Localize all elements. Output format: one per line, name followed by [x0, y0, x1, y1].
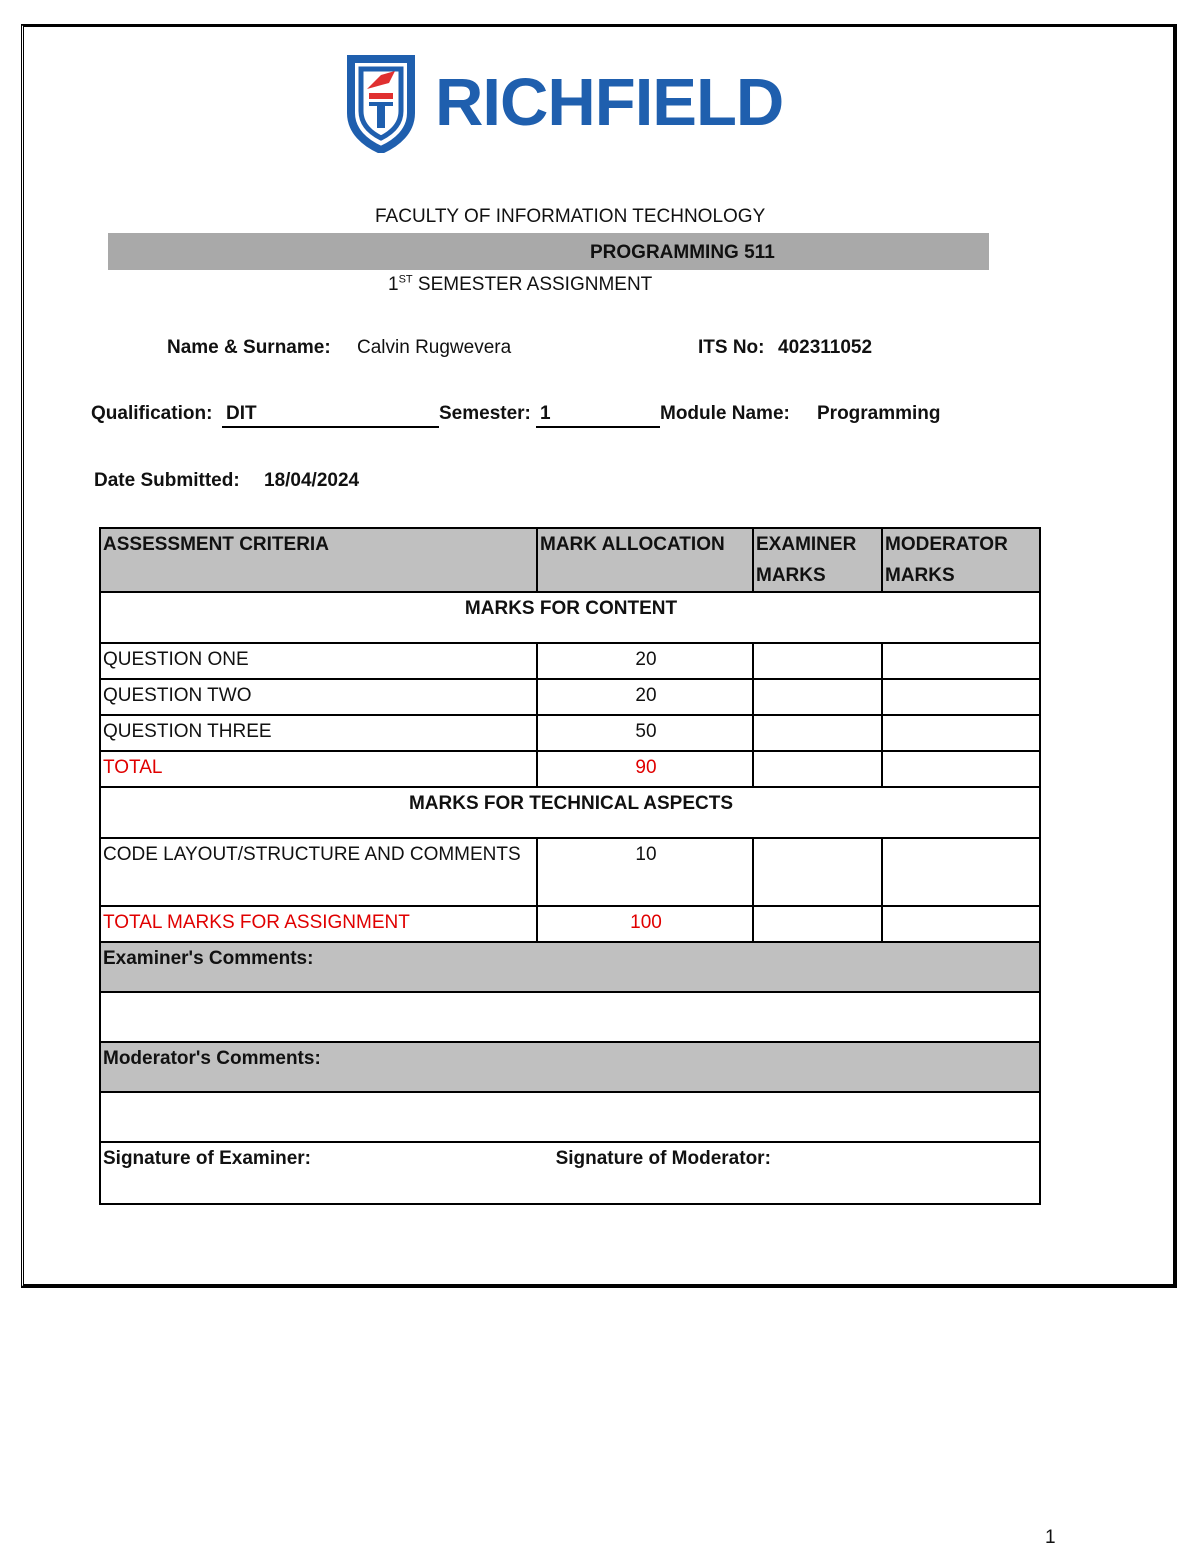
moderator-mark-cell[interactable]	[882, 643, 1040, 679]
marks-cell: 10	[537, 838, 753, 906]
module-name-value: Programming	[817, 403, 941, 424]
date-value: 18/04/2024	[264, 470, 360, 491]
page-number: 1	[1045, 1527, 1056, 1548]
header-moderator-marks: MODERATOR MARKS	[882, 528, 1040, 592]
signature-moderator-label: Signature of Moderator:	[555, 1148, 771, 1169]
table-row	[100, 679, 1040, 715]
marks-cell: 50	[537, 715, 753, 751]
moderator-mark-cell[interactable]	[882, 906, 1040, 942]
examiner-mark-cell[interactable]	[753, 838, 882, 906]
logo-wordmark: RICHFIELD	[435, 65, 784, 140]
examiner-mark-cell[interactable]	[753, 906, 882, 942]
richfield-logo	[345, 55, 815, 155]
moderator-comments-row	[100, 1092, 1040, 1142]
examiner-comments-header	[100, 942, 1040, 992]
header-criteria: ASSESSMENT CRITERIA	[100, 528, 537, 592]
section-row	[100, 787, 1040, 838]
grand-total-label: TOTAL MARKS FOR ASSIGNMENT	[100, 906, 537, 942]
module-band-label: PROGRAMMING 511	[590, 242, 775, 263]
examiner-mark-cell[interactable]	[753, 715, 882, 751]
signature-cell	[100, 1142, 1040, 1204]
grand-total-row	[100, 906, 1040, 942]
semester-label: Semester:	[439, 403, 531, 424]
table-row	[100, 715, 1040, 751]
marks-cell: 20	[537, 679, 753, 715]
section-row	[100, 592, 1040, 643]
semester-value: 1	[536, 402, 660, 428]
signature-examiner-label: Signature of Examiner:	[103, 1148, 311, 1169]
criteria-cell: QUESTION TWO	[100, 679, 537, 715]
moderator-comments-field[interactable]	[100, 1092, 1040, 1142]
its-label: ITS No:	[698, 337, 765, 358]
table-row	[100, 643, 1040, 679]
grand-total-marks: 100	[537, 906, 753, 942]
header-examiner-marks: EXAMINER MARKS	[753, 528, 882, 592]
total-marks: 90	[537, 751, 753, 787]
moderator-mark-cell[interactable]	[882, 838, 1040, 906]
moderator-comments-header	[100, 1042, 1040, 1092]
moderator-mark-cell[interactable]	[882, 751, 1040, 787]
assessment-table	[99, 527, 1041, 1205]
section-content-title: MARKS FOR CONTENT	[100, 592, 1040, 643]
examiner-mark-cell[interactable]	[753, 751, 882, 787]
module-name-label: Module Name:	[660, 403, 790, 424]
name-label: Name & Surname:	[167, 337, 331, 358]
faculty-title: FACULTY OF INFORMATION TECHNOLOGY	[375, 206, 766, 227]
assignment-number: 1	[388, 274, 399, 295]
examiner-comments-label: Examiner's Comments:	[100, 942, 1040, 992]
module-band	[108, 233, 989, 270]
moderator-mark-cell[interactable]	[882, 715, 1040, 751]
criteria-cell: QUESTION THREE	[100, 715, 537, 751]
qualification-label: Qualification:	[91, 403, 213, 424]
total-label: TOTAL	[100, 751, 537, 787]
assignment-title-rest: SEMESTER ASSIGNMENT	[412, 274, 653, 295]
moderator-mark-cell[interactable]	[882, 679, 1040, 715]
examiner-comments-row	[100, 992, 1040, 1042]
examiner-mark-cell[interactable]	[753, 679, 882, 715]
date-label: Date Submitted:	[94, 470, 240, 491]
assignment-title	[388, 273, 652, 297]
shield-icon	[345, 55, 417, 153]
criteria-cell: CODE LAYOUT/STRUCTURE AND COMMENTS	[100, 838, 537, 906]
name-value: Calvin Rugwevera	[357, 337, 512, 358]
table-row	[100, 838, 1040, 906]
table-header-row	[100, 528, 1040, 592]
moderator-comments-label: Moderator's Comments:	[100, 1042, 1040, 1092]
marks-cell: 20	[537, 643, 753, 679]
total-row	[100, 751, 1040, 787]
signature-row	[100, 1142, 1040, 1204]
qualification-value: DIT	[222, 402, 439, 428]
examiner-mark-cell[interactable]	[753, 643, 882, 679]
criteria-cell: QUESTION ONE	[100, 643, 537, 679]
section-technical-title: MARKS FOR TECHNICAL ASPECTS	[100, 787, 1040, 838]
assignment-ordinal: ST	[398, 273, 413, 286]
its-value: 402311052	[778, 337, 873, 358]
examiner-comments-field[interactable]	[100, 992, 1040, 1042]
header-mark-allocation: MARK ALLOCATION	[537, 528, 753, 592]
